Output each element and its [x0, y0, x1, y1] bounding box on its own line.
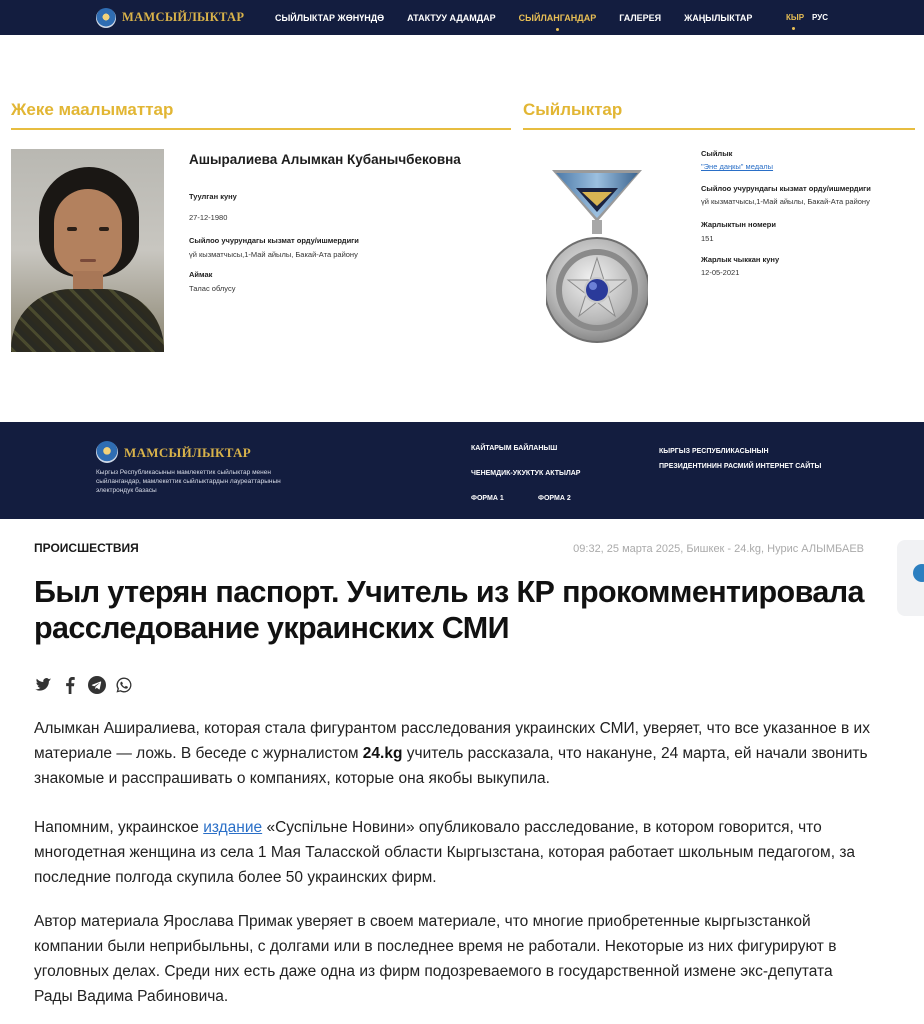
source-link[interactable]: издание: [203, 819, 263, 836]
person-photo: [11, 149, 164, 352]
whatsapp-icon[interactable]: [115, 676, 133, 694]
lang-russian[interactable]: РУС: [812, 13, 828, 22]
twitter-icon[interactable]: [34, 676, 52, 694]
footer-description: Кыргыз Республикасынын мамлекеттик сыйлыктар менен сыйлангандар, мамлекеттик сыйлыктардын лауреаттарынын электрондук базасы: [96, 469, 281, 494]
nav-item-awardees[interactable]: СЫЙЛАНГАНДАР: [518, 12, 597, 23]
footer-emblem-icon: [96, 441, 118, 463]
region-label: Аймак: [189, 270, 213, 279]
facebook-icon[interactable]: [61, 676, 79, 694]
article-paragraph-3: Автор материала Ярослава Примак уверяет в своем материале, что многие приобретенные кыргызстанкой компании были неприбыльны, с долгами или в последнее время не работали. Некоторые из них фигурируют в уголовных делах. Среди них есть даже одна из фирм подозреваемого в государственной измене экс-депутата Рады Вадима Рабиновича.: [34, 913, 837, 1005]
birth-value: 27-12-1980: [189, 213, 228, 222]
footer-logo[interactable]: МАМСЫЙЛЫКТАР: [124, 445, 252, 460]
top-navbar: [0, 0, 924, 35]
region-value: Талас облусу: [189, 284, 236, 293]
decree-value: 151: [701, 234, 714, 243]
footer-form2-link[interactable]: ФОРМА 2: [538, 495, 571, 502]
nav-item-news[interactable]: ЖАҢЫЛЫКТАР: [684, 12, 753, 23]
article-paragraph-2: Напомним, украинское издание «Суспільне Новини» опубликовало расследование, в котором говорится, что многодетная женщина из села 1 Мая Таласской области Кыргызстана, которая работает школьным педагогом, за последние полгода скупила более 50 украинских фирм.: [34, 819, 856, 886]
side-widget-icon: [913, 564, 924, 582]
award-label: Сыйлык: [701, 149, 733, 158]
footer-form1-link[interactable]: ФОРМА 1: [471, 495, 504, 502]
personal-heading: Жеке маалыматтар: [11, 100, 174, 119]
work-label: Сыйлоо учурундагы кызмат орду/ишмердиги: [189, 236, 359, 245]
nav-item-about-awards[interactable]: СЫЙЛЫКТАР ЖӨНҮНДӨ: [275, 12, 385, 23]
work-value: үй кызматчысы,1-Май айылы, Бакай-Ата району: [189, 250, 358, 259]
share-bar: [34, 676, 142, 694]
award-work-value: үй кызматчысы,1-Май айылы, Бакай-Ата району: [701, 197, 870, 206]
person-name: Ашыралиева Алымкан Кубанычбековна: [189, 152, 461, 167]
personal-divider: [11, 128, 511, 130]
telegram-icon[interactable]: [88, 676, 106, 694]
article-paragraph-1: Алымкан Аширалиева, которая стала фигурантом расследования украинских СМИ, уверяет, что все указанное в их материале — ложь. В беседе с журналистом 24.kg учитель рассказала, что накануне, 24 марта, ей начали звонить знакомые и расспрашивать о компаниях, которые она якобы выкупила.: [34, 720, 870, 787]
emblem-icon[interactable]: [96, 8, 116, 28]
main-menu: [275, 0, 775, 35]
site-logo[interactable]: МАМСЫЙЛЫКТАР: [122, 10, 245, 24]
article-category[interactable]: ПРОИСШЕСТВИЯ: [34, 541, 139, 555]
footer-feedback-link[interactable]: КАЙТАРЫМ БАЙЛАНЫШ: [471, 445, 558, 452]
nav-item-famous-people[interactable]: АТАКТУУ АДАМДАР: [407, 12, 496, 23]
site-footer: [0, 422, 924, 519]
decree-date-value: 12-05-2021: [701, 268, 740, 277]
awards-heading: Сыйлыктар: [523, 100, 623, 119]
award-work-label: Сыйлоо учурундагы кызмат орду/ишмердиги: [701, 184, 871, 193]
footer-legal-link[interactable]: ЧЕНЕМДИК-УКУКТУК АКТЫЛАР: [471, 470, 581, 477]
decree-date-label: Жарлык чыккан куну: [701, 255, 780, 264]
awards-divider: [523, 128, 915, 130]
birth-label: Туулган куну: [189, 192, 237, 201]
decree-label: Жарлыктын номери: [701, 220, 776, 229]
nav-item-gallery[interactable]: ГАЛЕРЕЯ: [619, 12, 662, 23]
article-meta: 09:32, 25 марта 2025, Бишкек - 24.kg, Нурис АЛЫМБАЕВ: [573, 543, 864, 555]
article-headline: Был утерян паспорт. Учитель из КР прокомментировала расследование украинских СМИ: [34, 575, 864, 645]
award-link[interactable]: "Эне даңкы" медалы: [701, 162, 774, 171]
side-widget-tab[interactable]: [897, 540, 924, 616]
lang-kyrgyz[interactable]: КЫР: [786, 0, 804, 35]
medal-image: [546, 166, 648, 356]
footer-president-site-link[interactable]: КЫРГЫЗ РЕСПУБЛИКАСЫНЫН ПРЕЗИДЕНТИНИН РАСМИЙ ИНТЕРНЕТ САЙТЫ: [659, 448, 822, 470]
